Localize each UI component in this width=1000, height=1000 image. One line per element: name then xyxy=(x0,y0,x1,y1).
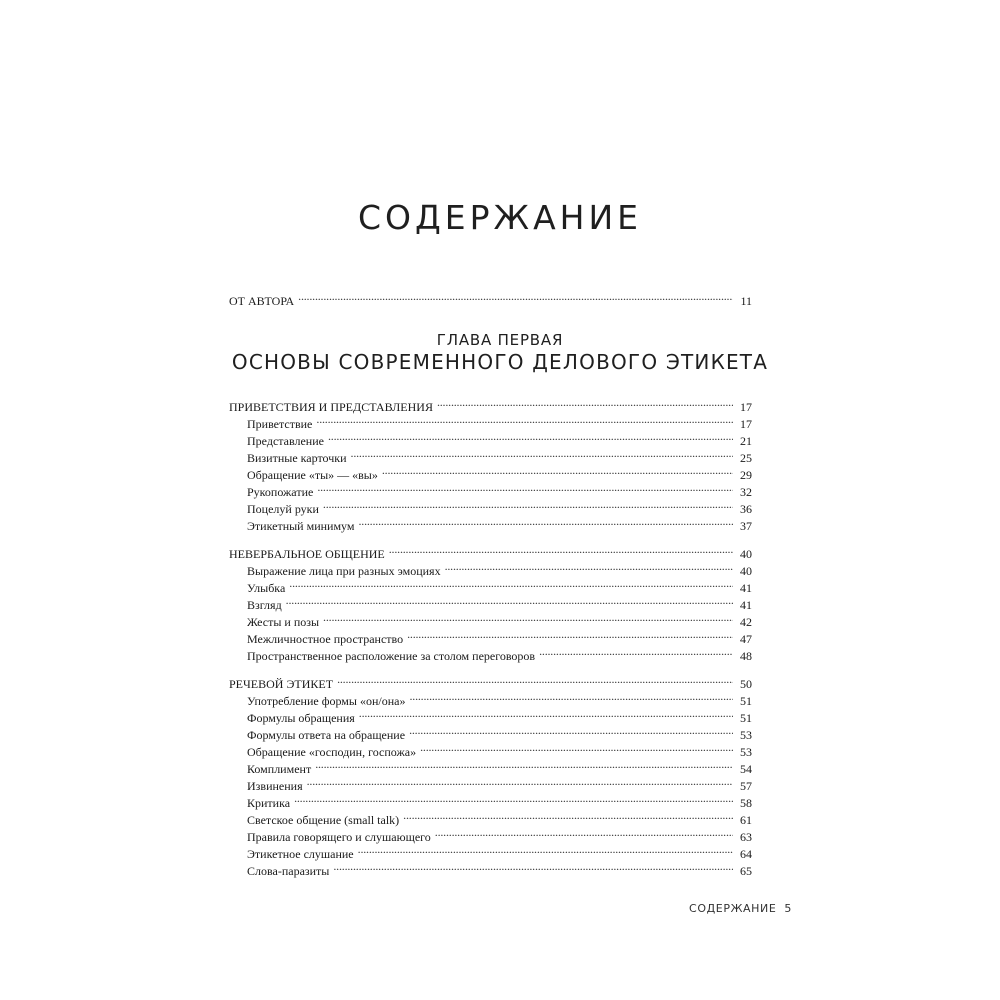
toc-entry-label: Извинения xyxy=(247,779,303,793)
toc-entry-label: Комплимент xyxy=(247,762,312,776)
toc-entry-label: Критика xyxy=(247,796,291,810)
toc-section-label: ПРИВЕТСТВИЯ И ПРЕДСТАВЛЕНИЯ xyxy=(229,400,433,414)
toc-entry-label: Этикетное слушание xyxy=(247,847,354,861)
toc-entry-page: 57 xyxy=(740,779,752,793)
toc-entry-page: 51 xyxy=(740,694,752,708)
toc-section-page: 17 xyxy=(740,400,752,414)
toc-entry-label: Выражение лица при разных эмоциях xyxy=(247,564,441,578)
toc-entry[interactable] xyxy=(247,445,752,465)
toc-entry-page: 21 xyxy=(740,434,752,448)
toc-entry[interactable] xyxy=(247,592,752,612)
toc-entry[interactable] xyxy=(247,411,752,431)
footer-label: СОДЕРЖАНИЕ xyxy=(689,902,777,915)
toc-entry[interactable] xyxy=(247,858,752,878)
dot-leader xyxy=(382,462,733,479)
dot-leader xyxy=(328,428,733,445)
toc-entry[interactable] xyxy=(247,756,752,776)
toc-entry[interactable] xyxy=(247,705,752,725)
toc-entry-label: Взгляд xyxy=(247,598,282,612)
toc-entry[interactable] xyxy=(247,807,752,827)
toc-entry-label: Визитные карточки xyxy=(247,451,347,465)
toc-entry[interactable] xyxy=(247,496,752,516)
toc-entry-page: 54 xyxy=(740,762,752,776)
toc-entry[interactable] xyxy=(247,575,752,595)
dot-leader xyxy=(307,773,733,790)
toc-entry-page: 47 xyxy=(740,632,752,646)
toc-entry-label: ОТ АВТОРА xyxy=(229,294,295,308)
toc-entry-page: 65 xyxy=(740,864,752,878)
toc-section[interactable] xyxy=(229,394,752,414)
dot-leader xyxy=(409,688,733,705)
dot-leader xyxy=(289,575,733,592)
chapter-kicker: ГЛАВА ПЕРВАЯ xyxy=(436,331,564,349)
toc-entry-label: Формулы обращения xyxy=(247,711,355,725)
toc-entry-page: 53 xyxy=(740,728,752,742)
toc-entry-label: Жесты и позы xyxy=(247,615,320,629)
dot-leader xyxy=(315,756,733,773)
toc-entry-page: 11 xyxy=(740,294,752,308)
toc-entry-page: 29 xyxy=(740,468,752,482)
dot-leader xyxy=(298,288,733,305)
toc-entry[interactable] xyxy=(247,824,752,844)
toc-section-page: 50 xyxy=(740,677,752,691)
dot-leader xyxy=(437,394,733,411)
toc-entry[interactable] xyxy=(247,558,752,578)
toc-entry-page: 41 xyxy=(740,598,752,612)
toc-section[interactable] xyxy=(229,541,752,561)
toc-entry[interactable] xyxy=(247,688,752,708)
toc-section[interactable] xyxy=(229,671,752,691)
toc-entry-page: 64 xyxy=(740,847,752,861)
toc-entry[interactable] xyxy=(247,739,752,759)
dot-leader xyxy=(333,858,733,875)
dot-leader xyxy=(359,705,733,722)
dot-leader xyxy=(435,824,733,841)
dot-leader xyxy=(351,445,733,462)
dot-leader xyxy=(286,592,733,609)
toc-entry[interactable] xyxy=(247,841,752,861)
toc-entry-page: 53 xyxy=(740,745,752,759)
toc-section-label: НЕВЕРБАЛЬНОЕ ОБЩЕНИЕ xyxy=(229,547,385,561)
toc-entry-page: 17 xyxy=(740,417,752,431)
toc-entry[interactable] xyxy=(247,773,752,793)
dot-leader xyxy=(316,411,733,428)
dot-leader xyxy=(337,671,733,688)
toc-entry[interactable] xyxy=(247,479,752,499)
toc-entry-preface[interactable] xyxy=(229,288,752,308)
running-footer xyxy=(689,902,792,915)
toc-section-label: РЕЧЕВОЙ ЭТИКЕТ xyxy=(229,677,334,691)
toc-entry[interactable] xyxy=(247,643,752,663)
toc-entry-label: Улыбка xyxy=(247,581,286,595)
toc-entry[interactable] xyxy=(247,722,752,742)
chapter-title: ОСНОВЫ СОВРЕМЕННОГО ДЕЛОВОГО ЭТИКЕТА xyxy=(231,350,769,374)
toc-entry-page: 58 xyxy=(740,796,752,810)
toc-entry[interactable] xyxy=(247,462,752,482)
toc-entry-page: 32 xyxy=(740,485,752,499)
toc-entry-label: Обращение «ты» — «вы» xyxy=(247,468,378,482)
toc-entry[interactable] xyxy=(247,609,752,629)
dot-leader xyxy=(403,807,733,824)
toc-entry-label: Поцелуй руки xyxy=(247,502,319,516)
dot-leader xyxy=(323,609,733,626)
toc-entry-label: Употребление формы «он/она» xyxy=(247,694,406,708)
toc-entry-label: Обращение «господин, госпожа» xyxy=(247,745,417,759)
toc-entry-page: 61 xyxy=(740,813,752,827)
toc-entry-page: 25 xyxy=(740,451,752,465)
toc-entry-label: Межличностное пространство xyxy=(247,632,404,646)
dot-leader xyxy=(358,513,733,530)
toc-entry-page: 51 xyxy=(740,711,752,725)
dot-leader xyxy=(323,496,733,513)
toc-entry-label: Слова-паразиты xyxy=(247,864,330,878)
toc-entry-label: Приветствие xyxy=(247,417,313,431)
dot-leader xyxy=(317,479,733,496)
toc-entry-label: Рукопожатие xyxy=(247,485,314,499)
dot-leader xyxy=(407,626,733,643)
toc-section-page: 40 xyxy=(740,547,752,561)
toc-entry-label: Этикетный минимум xyxy=(247,519,355,533)
toc-entry-page: 41 xyxy=(740,581,752,595)
dot-leader xyxy=(539,643,733,660)
toc-entry-page: 36 xyxy=(740,502,752,516)
toc-entry[interactable] xyxy=(247,428,752,448)
dot-leader xyxy=(389,541,733,558)
toc-entry-label: Правила говорящего и слушающего xyxy=(247,830,431,844)
dot-leader xyxy=(358,841,733,858)
dot-leader xyxy=(445,558,733,575)
toc-entry-page: 63 xyxy=(740,830,752,844)
footer-page-number: 5 xyxy=(784,902,792,915)
toc-entry-page: 42 xyxy=(740,615,752,629)
dot-leader xyxy=(294,790,733,807)
toc-entry-label: Формулы ответа на обращение xyxy=(247,728,406,742)
toc-entry-page: 37 xyxy=(740,519,752,533)
toc-entry-page: 48 xyxy=(740,649,752,663)
toc-entry-page: 40 xyxy=(740,564,752,578)
toc-entry-label: Пространственное расположение за столом переговоров xyxy=(247,649,536,663)
toc-entry[interactable] xyxy=(247,626,752,646)
toc-entry[interactable] xyxy=(247,513,752,533)
page-title: СОДЕРЖАНИЕ xyxy=(357,198,643,237)
toc-entry-label: Представление xyxy=(247,434,324,448)
toc-entry[interactable] xyxy=(247,790,752,810)
toc-entry-label: Светское общение (small talk) xyxy=(247,813,400,827)
dot-leader xyxy=(420,739,733,756)
dot-leader xyxy=(409,722,733,739)
